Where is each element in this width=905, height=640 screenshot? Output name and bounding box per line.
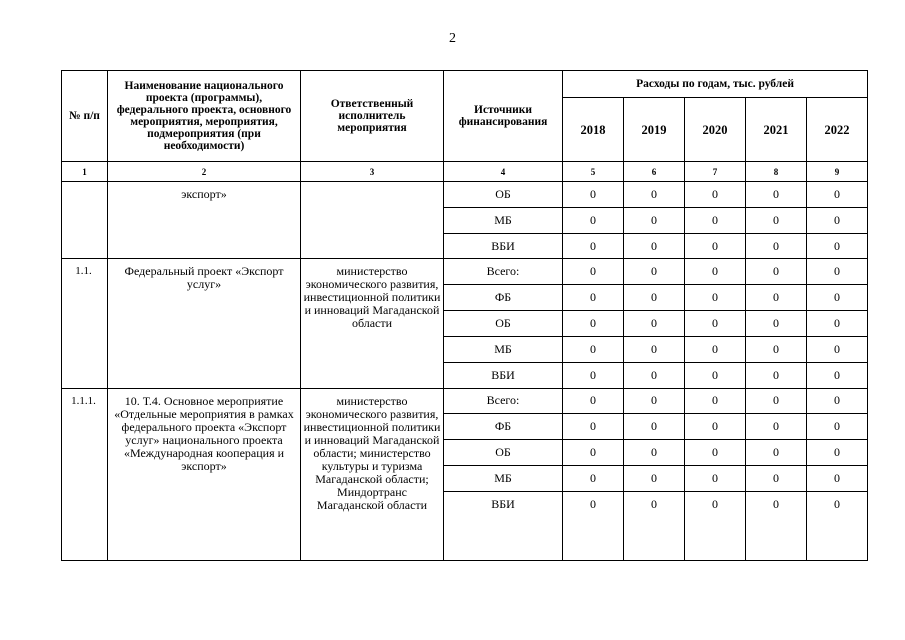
header-name: Наименование национального проекта (программы), федерального проекта, основного мероприятия, мероприятия, подмероприятия (при необходимости): [108, 71, 301, 162]
expense-value: 0: [746, 414, 807, 440]
funding-source: ВБИ: [444, 233, 563, 259]
funding-source: ОБ: [444, 311, 563, 337]
expense-value: 0: [685, 259, 746, 285]
expense-value: 0: [624, 388, 685, 414]
expense-value: 0: [624, 233, 685, 259]
expense-value: 0: [624, 285, 685, 311]
expense-value: 0: [807, 233, 868, 259]
row-responsible: [301, 182, 444, 259]
expense-value: 0: [563, 207, 624, 233]
expense-value: 0: [563, 311, 624, 337]
expense-value: 0: [746, 362, 807, 388]
expense-value: 0: [807, 465, 868, 491]
expense-value: 0: [563, 336, 624, 362]
table-row: [62, 388, 868, 414]
expense-value: 0: [624, 207, 685, 233]
row-name: Федеральный проект «Экспорт услуг»: [108, 259, 301, 388]
funding-source: МБ: [444, 465, 563, 491]
expense-value: 0: [746, 388, 807, 414]
header-year: 2019: [624, 98, 685, 162]
expense-value: 0: [746, 285, 807, 311]
expense-value: 0: [807, 388, 868, 414]
row-number: [62, 182, 108, 259]
header-year: 2021: [746, 98, 807, 162]
column-index: 7: [685, 162, 746, 182]
row-number: 1.1.: [62, 259, 108, 388]
expense-value: 0: [624, 465, 685, 491]
header-year: 2018: [563, 98, 624, 162]
row-number: 1.1.1.: [62, 388, 108, 561]
expense-value: 0: [563, 491, 624, 560]
expense-value: 0: [624, 491, 685, 560]
row-responsible: министерство экономического развития, инвестиционной политики и инноваций Магаданской области; министерство культуры и туризма Магаданской области; Миндортранс Магаданской области: [301, 388, 444, 561]
expense-value: 0: [563, 233, 624, 259]
column-index: 3: [301, 162, 444, 182]
funding-source: ВБИ: [444, 362, 563, 388]
funding-source: ФБ: [444, 414, 563, 440]
expense-value: 0: [746, 259, 807, 285]
expense-value: 0: [746, 311, 807, 337]
expense-value: 0: [685, 491, 746, 560]
expense-value: 0: [685, 388, 746, 414]
expense-value: 0: [624, 259, 685, 285]
column-index: 2: [108, 162, 301, 182]
expense-value: 0: [563, 465, 624, 491]
expense-value: 0: [685, 182, 746, 208]
header-num: № п/п: [62, 71, 108, 162]
table-row: [62, 182, 868, 208]
column-index: 5: [563, 162, 624, 182]
expense-value: 0: [807, 311, 868, 337]
expense-value: 0: [624, 311, 685, 337]
expense-value: 0: [685, 440, 746, 466]
expense-value: 0: [563, 259, 624, 285]
funding-source: МБ: [444, 336, 563, 362]
column-index: 4: [444, 162, 563, 182]
expense-value: 0: [624, 440, 685, 466]
expense-value: 0: [685, 207, 746, 233]
row-name: экспорт»: [108, 182, 301, 259]
expense-value: 0: [563, 285, 624, 311]
expense-value: 0: [624, 182, 685, 208]
expense-value: 0: [685, 362, 746, 388]
row-name: 10. Т.4. Основное мероприятие «Отдельные мероприятия в рамках федерального проекта «Экспорт услуг» национального проекта «Международная кооперация и экспорт»: [108, 388, 301, 561]
expense-value: 0: [563, 182, 624, 208]
expense-value: 0: [624, 414, 685, 440]
page-number: 2: [449, 31, 456, 46]
column-index: 6: [624, 162, 685, 182]
expense-value: 0: [746, 207, 807, 233]
expense-value: 0: [807, 207, 868, 233]
expense-value: 0: [807, 362, 868, 388]
expense-value: 0: [624, 336, 685, 362]
column-index: 9: [807, 162, 868, 182]
funding-source: Всего:: [444, 388, 563, 414]
expense-value: 0: [563, 414, 624, 440]
header-year: 2022: [807, 98, 868, 162]
expense-value: 0: [807, 182, 868, 208]
expense-value: 0: [746, 233, 807, 259]
expense-value: 0: [685, 311, 746, 337]
expense-value: 0: [685, 465, 746, 491]
expense-value: 0: [624, 362, 685, 388]
expense-value: 0: [746, 336, 807, 362]
expense-value: 0: [746, 465, 807, 491]
expense-value: 0: [685, 336, 746, 362]
header-expenses: Расходы по годам, тыс. рублей: [563, 71, 868, 98]
column-index: 1: [62, 162, 108, 182]
expense-value: 0: [807, 414, 868, 440]
expense-value: 0: [746, 440, 807, 466]
expense-value: 0: [563, 362, 624, 388]
expense-value: 0: [807, 491, 868, 560]
expense-value: 0: [807, 259, 868, 285]
expense-value: 0: [563, 440, 624, 466]
funding-source: ФБ: [444, 285, 563, 311]
expenses-table: [61, 70, 868, 561]
expense-value: 0: [685, 285, 746, 311]
funding-source: ОБ: [444, 182, 563, 208]
funding-source: ОБ: [444, 440, 563, 466]
table-row: [62, 259, 868, 285]
funding-source: Всего:: [444, 259, 563, 285]
header-sources: Источники финансирования: [444, 71, 563, 162]
expense-value: 0: [807, 336, 868, 362]
header-responsible: Ответственный исполнитель мероприятия: [301, 71, 444, 162]
expense-value: 0: [746, 182, 807, 208]
expense-value: 0: [746, 491, 807, 560]
expense-value: 0: [685, 233, 746, 259]
column-index: 8: [746, 162, 807, 182]
expense-value: 0: [563, 388, 624, 414]
header-year: 2020: [685, 98, 746, 162]
table-body: [62, 182, 868, 561]
expense-value: 0: [807, 285, 868, 311]
expense-value: 0: [807, 440, 868, 466]
row-responsible: министерство экономического развития, инвестиционной политики и инноваций Магаданской области: [301, 259, 444, 388]
funding-source: ВБИ: [444, 491, 563, 560]
expense-value: 0: [685, 414, 746, 440]
funding-source: МБ: [444, 207, 563, 233]
